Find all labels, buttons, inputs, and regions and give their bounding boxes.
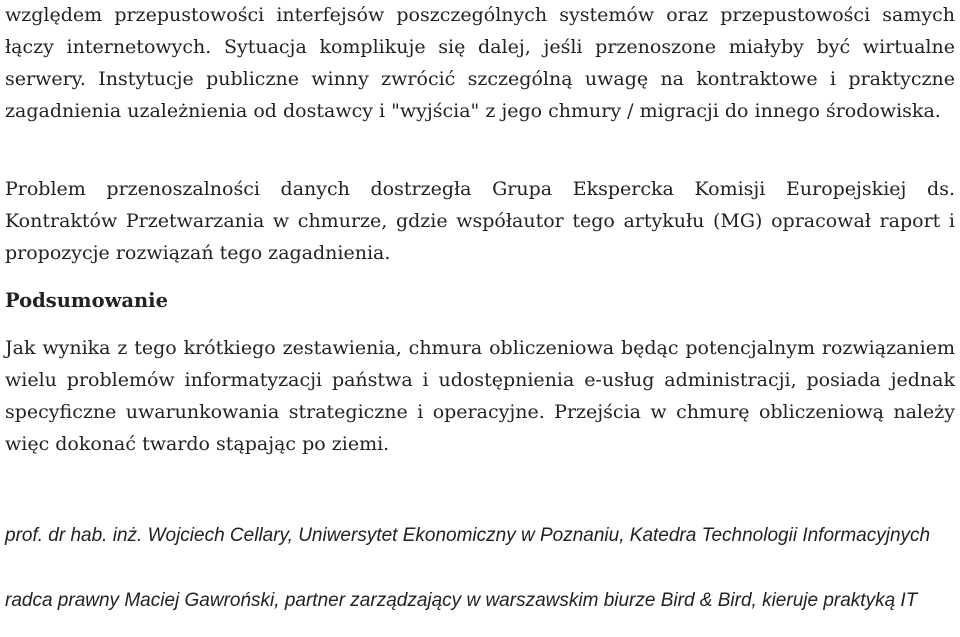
body-paragraph-1: względem przepustowości interfejsów poszczególnych systemów oraz przepustowości samych łączy internetowych. Sytuacja komplikuje się dalej, jeśli przenoszone miałyby być wirtualne serwery. Instytucje publiczne winny zwrócić szczególną uwagę na kontraktowe i praktyczne zagadnienia uzależnienia od dostawcy i "wyjścia" z jego chmury / migracji do innego środowiska. [5, 4, 955, 122]
author-note-1: prof. dr hab. inż. Wojciech Cellary, Uniwersytet Ekonomiczny w Poznaniu, Katedra Technologii Informacyjnych [5, 525, 931, 546]
section-heading-summary: Podsumowanie [5, 289, 168, 312]
author-note-2: radca prawny Maciej Gawroński, partner zarządzający w warszawskim biurze Bird & Bird, kieruje praktyką IT [5, 590, 918, 611]
document-page [5, 0, 955, 637]
body-paragraph-3: Jak wynika z tego krótkiego zestawienia, chmura obliczeniowa będąc potencjalnym rozwiązaniem wielu problemów informatyzacji państwa i udostępnienia e-usług administracji, posiada jednak specyficzne uwarunkowania strategiczne i operacyjne. Przejścia w chmurę obliczeniową należy więc dokonać twardo stąpając po ziemi. [5, 337, 955, 455]
body-paragraph-2: Problem przenoszalności danych dostrzegła Grupa Ekspercka Komisji Europejskiej ds. Kontraktów Przetwarzania w chmurze, gdzie współautor tego artykułu (MG) opracował raport i propozycje rozwiązań tego zagadnienia. [5, 178, 955, 264]
